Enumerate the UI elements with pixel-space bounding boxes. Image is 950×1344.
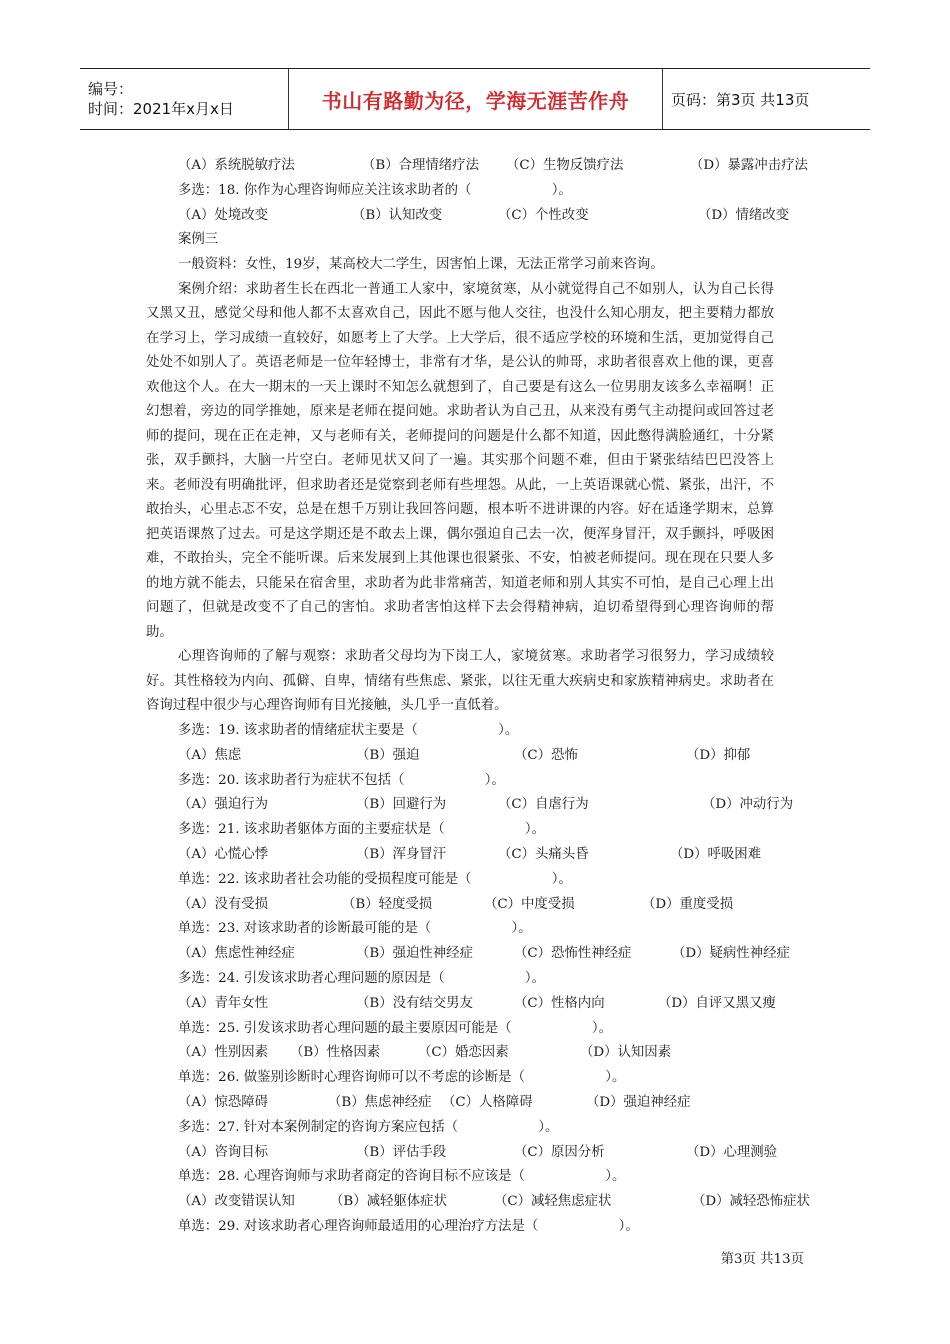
time-label: 时间：2021年x月x日 [88, 100, 234, 118]
page-label: 页码：第3页 共13页 [671, 90, 810, 109]
option: （B）减轻躯体症状 [330, 1194, 447, 1210]
question-stem: 多选：19. 该求助者的情绪症状主要是（ ）。 [178, 722, 519, 738]
option: （D）减轻恐怖症状 [692, 1194, 810, 1210]
header-table [80, 68, 870, 130]
option: （B）强迫性神经症 [356, 946, 473, 962]
question-stem: 单选：23. 对该求助者的诊断最可能的是（ ）。 [178, 921, 532, 937]
option: （A）惊恐障碍 [178, 1094, 269, 1110]
option: （A）咨询目标 [178, 1144, 269, 1160]
option: （A）系统脱敏疗法 [178, 158, 295, 173]
option: （C）人格障碍 [442, 1094, 533, 1110]
question-stem: 多选：18. 你作为心理咨询师应关注该求助者的（ ）。 [178, 182, 572, 198]
question-stem: 多选：20. 该求助者行为症状不包括（ ）。 [178, 772, 505, 788]
option-row [80, 992, 870, 1017]
option-row [80, 1141, 870, 1166]
option: （A）焦虑 [178, 747, 242, 763]
question-stem: 单选：28. 心理咨询师与求助者商定的咨询目标不应该是（ ）。 [178, 1169, 626, 1185]
option: （C）恐怖性神经症 [514, 946, 632, 962]
option: （C）个性改变 [498, 207, 589, 223]
option: （B）强迫 [356, 747, 420, 763]
option-row [80, 942, 870, 967]
option-row [80, 793, 870, 818]
option: （A）没有受损 [178, 896, 269, 912]
option: （C）自虐行为 [498, 797, 589, 813]
option: （D）自评又黑又瘦 [658, 995, 776, 1011]
motto: 书山有路勤为径，学海无涯苦作舟 [321, 88, 630, 113]
option-row [80, 1190, 870, 1215]
option: （D）心理测验 [686, 1144, 778, 1160]
question-stem: 单选：26. 做鉴别诊断时心理咨询师可以不考虑的诊断是（ ）。 [178, 1070, 626, 1086]
option: （D）呼吸困难 [670, 846, 762, 862]
option: （C）中度受损 [484, 896, 575, 912]
question-stem: 多选：21. 该求助者躯体方面的主要症状是（ ）。 [178, 822, 546, 838]
observation-paragraph: 心理咨询师的了解与观察：求助者父母均为下岗工人，家境贫寒。求助者学习很努力，学习成绩较好。其性格较为内向、孤僻、自卑，情绪有些焦虑、紧张，以往无重大疾病史和家族精神病史。求助者在咨询过程中很少与心理咨询师有目光接触，头几乎一直低着。 [146, 649, 774, 714]
option: （A）心慌心悸 [178, 846, 269, 862]
header-meta [80, 69, 288, 129]
option: （C）减轻焦虑症状 [494, 1194, 612, 1210]
option: （B）回避行为 [356, 797, 447, 813]
option: （C）婚恋因素 [418, 1045, 509, 1061]
option: （A）处境改变 [178, 207, 269, 223]
question-list [80, 719, 870, 1240]
option: （D）抑郁 [686, 747, 751, 763]
question-stem: 单选：25. 引发该求助者心理问题的最主要原因可能是（ ）。 [178, 1020, 612, 1036]
number-label: 编号： [88, 80, 134, 98]
option: （B）性格因素 [290, 1045, 381, 1061]
question-stem: 多选：24. 引发该求助者心理问题的原因是（ ）。 [178, 970, 546, 986]
option: （B）焦虑神经症 [328, 1094, 432, 1110]
option-row [80, 1041, 870, 1066]
option: （B）浑身冒汗 [356, 846, 447, 862]
option: （D）强迫神经症 [586, 1094, 691, 1110]
option: （B）轻度受损 [342, 896, 433, 912]
option: （D）冲动行为 [702, 797, 794, 813]
option: （A）焦虑性神经症 [178, 946, 295, 962]
option: （B）没有结交男友 [356, 995, 473, 1011]
option: （A）强迫行为 [178, 797, 269, 813]
option: （C）性格内向 [514, 995, 605, 1011]
header-page-cell [663, 69, 870, 129]
option: （D）疑病性神经症 [672, 946, 790, 962]
option: （B）合理情绪疗法 [362, 158, 479, 173]
header-motto-cell [288, 69, 663, 129]
option-row [80, 1091, 870, 1116]
general-info: 一般资料：女性，19岁，某高校大二学生，因害怕上课，无法正常学习前来咨询。 [178, 257, 664, 273]
page-footer: 第3页 共13页 [720, 1252, 804, 1267]
case-title: 案例三 [178, 232, 219, 248]
option-row [80, 843, 870, 868]
option: （A）青年女性 [178, 995, 269, 1011]
case-intro-paragraph: 案例介绍：求助者生长在西北一普通工人家中，家境贫寒，从小就觉得自己不如别人，认为自己长得又黑又丑，感觉父母和他人都不太喜欢自己，因此不愿与他人交往，也没什么知心朋友，把主要精力都放在学习上，学习成绩一直较好，如愿考上了大学。上大学后，很不适应学校的环境和生活，更加觉得自己处处不如别人了。英语老师是一位年轻博士，非常有才华，是公认的帅哥，求助者很喜欢上他的课，更喜欢他这个人。在大一期末的一天上课时不知怎么就想到了，自己要是有这么一位男朋友该多么幸福啊！正幻想着，旁边的同学推她，原来是老师在提问她。求助者认为自己丑，从来没有勇气主动提问或回答过老师的提问，现在正在走神，又与老师有关，老师提问的问题是什么都不知道，因此憋得满脸通红，十分紧张，双手颤抖，大脑一片空白。老师见状又问了一遍。其实那个问题不难，但由于紧张结结巴巴没答上来。老师没有明确批评，但求助者还是觉察到老师有些埋怨。从此，一上英语课就心慌、紧张，出汗，不敢抬头，心里忐忑不安，总是在想千万别让我回答问题，根本听不进讲课的内容。好在适逢学期末，总算把英语课熬了过去。可是这学期还是不敢去上课，偶尔强迫自己去一次，便浑身冒汗，双手颤抖，呼吸困难，不敢抬头，完全不能听课。后来发展到上其他课也很紧张、不安，怕被老师提问。现在现在只要人多的地方就不能去，只能呆在宿舍里，求助者为此非常痛苦，知道老师和别人其实不可怕，是自己心理上出问题了，但就是改变不了自己的害怕。求助者害怕这样下去会得精神病，迫切希望得到心理咨询师的帮助。 [146, 281, 774, 640]
question-stem: 单选：29. 对该求助者心理咨询师最适用的心理治疗方法是（ ）。 [178, 1218, 639, 1234]
option: （D）认知因素 [580, 1045, 672, 1061]
option: （C）恐怖 [514, 747, 578, 763]
option: （B）评估手段 [356, 1144, 447, 1160]
option: （D）暴露冲击疗法 [690, 158, 808, 173]
option: （A）改变错误认知 [178, 1194, 295, 1210]
question-stem: 多选：27. 针对本案例制定的咨询方案应包括（ ）。 [178, 1119, 559, 1135]
option: （D）重度受损 [642, 896, 734, 912]
option-row [80, 744, 870, 769]
option-row [80, 154, 870, 179]
option: （C）生物反馈疗法 [506, 158, 624, 173]
option-row [80, 893, 870, 918]
option: （B）认知改变 [352, 207, 443, 223]
option: （D）情绪改变 [698, 207, 790, 223]
document-body [80, 154, 870, 1240]
option-row [80, 204, 870, 229]
question-stem: 单选：22. 该求助者社会功能的受损程度可能是（ ）。 [178, 871, 572, 887]
option: （C）头痛头昏 [498, 846, 589, 862]
option: （A）性别因素 [178, 1045, 269, 1061]
option: （C）原因分析 [514, 1144, 605, 1160]
